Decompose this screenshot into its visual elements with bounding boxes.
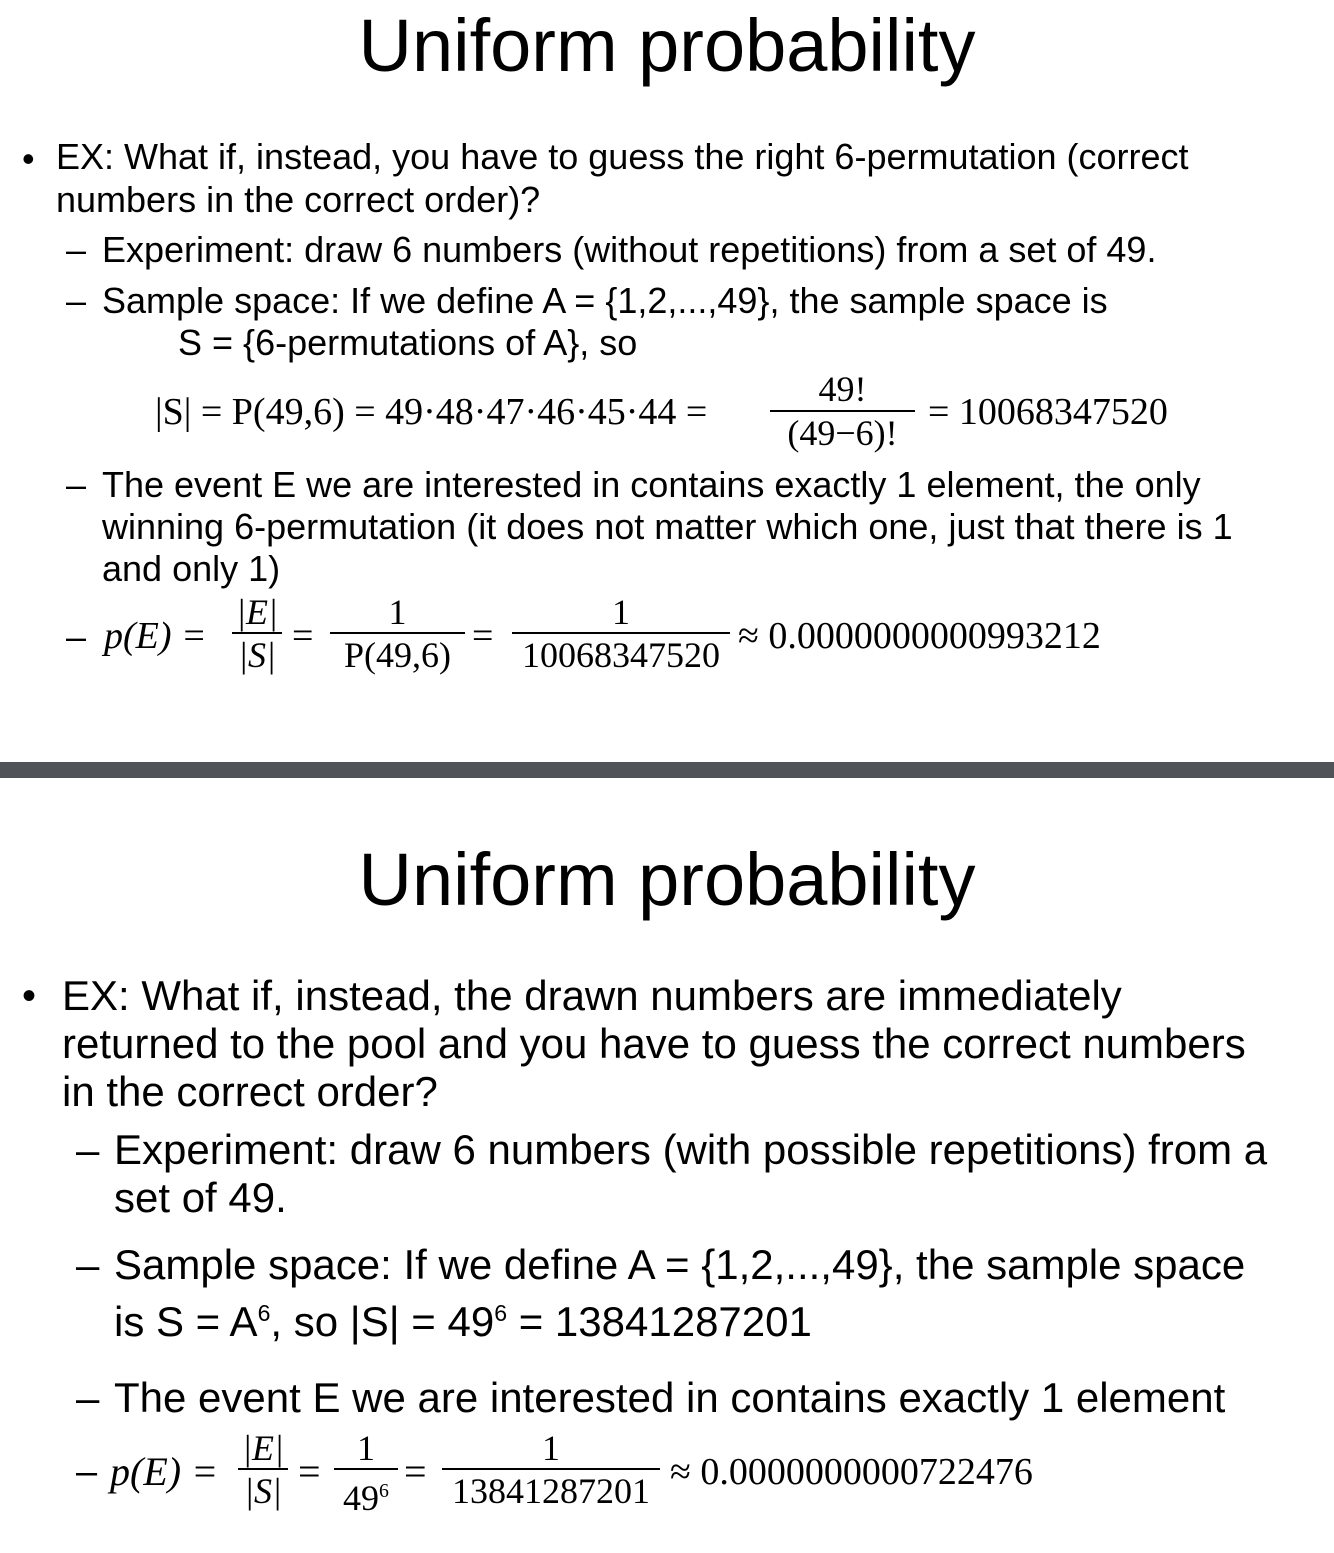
dash-marker: – [66,464,87,505]
event-text: winning 6-permutation (it does not matter which one, just that there is 1 [102,506,1233,547]
equation-lhs: |S| = P(49,6) = 49·48·47·46·45·44 = [155,391,708,433]
equation-rhs: = 10068347520 [928,391,1168,433]
fraction-numerator: 49! [818,369,867,409]
sample-space-fragment: is S = A [114,1298,258,1345]
fraction-numerator: 1 [612,592,630,632]
fraction-denominator [334,1470,398,1519]
exponent: 6 [379,1480,389,1502]
fraction-numerator: 1 [388,592,407,632]
fraction-denominator: 13841287201 [452,1471,650,1511]
fraction-numerator: 1 [542,1428,560,1468]
event-text: and only 1) [102,548,281,589]
equals-sign: = [292,615,314,657]
slide-title: Uniform probability [358,838,976,921]
equals-sign: = [404,1449,427,1494]
fraction-numerator: 1 [357,1428,375,1468]
sample-space-fragment: , so |S| = 49 [270,1298,495,1345]
bullet-text-line: numbers in the correct order)? [56,179,541,220]
equals-sign: = [298,1449,321,1494]
bullet-text-line: EX: What if, instead, you have to guess the right 6-permutation (correct [56,136,1189,177]
probability-lhs: p(E) = [104,615,207,657]
fraction-denominator: |S| [244,1471,282,1511]
exponent: 6 [257,1300,271,1326]
fraction-denominator: |S| [238,635,276,675]
fraction-denominator: P(49,6) [344,635,451,675]
fraction [770,368,915,454]
power-base: 49 [343,1478,380,1518]
probability-lhs: p(E) = [110,1449,219,1494]
slide-2 [0,778,1334,1553]
bullet-text-line: in the correct order? [62,1068,438,1115]
event-text: The event E we are interested in contains exactly 1 element, the only [102,464,1201,505]
dash-marker: – [76,1451,98,1493]
slide-title: Uniform probability [358,4,976,87]
fraction [238,1428,288,1512]
bullet-marker: • [22,974,37,1018]
slide-separator [0,762,1334,778]
dash-marker: – [76,1126,100,1173]
fraction-numerator: |E| [242,1428,284,1468]
sample-space-fragment: = 13841287201 [507,1298,812,1345]
equals-sign: = [472,615,494,657]
sample-space-text [114,1289,812,1346]
fraction-denominator: 10068347520 [522,635,720,675]
dash-marker: – [66,229,87,270]
sample-space-text: Sample space: If we define A = {1,2,...,49}, the sample space is [102,280,1108,321]
fraction [330,592,465,676]
sample-space-text: S = {6-permutations of A}, so [178,322,638,363]
sample-space-text: Sample space: If we define A = {1,2,...,49}, the sample space [114,1241,1246,1288]
dash-marker: – [76,1374,100,1421]
probability-result: ≈ 0.0000000000993212 [738,615,1101,657]
slide-1 [0,0,1334,762]
fraction-numerator: |E| [236,592,278,632]
fraction [232,592,282,676]
bullet-text-line: EX: What if, instead, the drawn numbers are immediately [62,972,1122,1019]
fraction-denominator: (49−6)! [787,413,898,453]
fraction [442,1428,660,1512]
fraction [334,1428,398,1519]
event-text: The event E we are interested in contains exactly 1 element [114,1374,1226,1421]
probability-result: ≈ 0.0000000000722476 [670,1451,1033,1493]
experiment-text: set of 49. [114,1174,287,1221]
fraction [512,592,730,676]
exponent: 6 [494,1300,508,1326]
experiment-text: Experiment: draw 6 numbers (with possible repetitions) from a [114,1126,1268,1173]
bullet-marker: • [22,138,35,179]
dash-marker: – [76,1241,100,1288]
dash-marker: – [66,280,87,321]
experiment-text: Experiment: draw 6 numbers (without repetitions) from a set of 49. [102,229,1157,270]
bullet-text-line: returned to the pool and you have to guess the correct numbers [62,1020,1246,1067]
dash-marker: – [66,616,87,657]
